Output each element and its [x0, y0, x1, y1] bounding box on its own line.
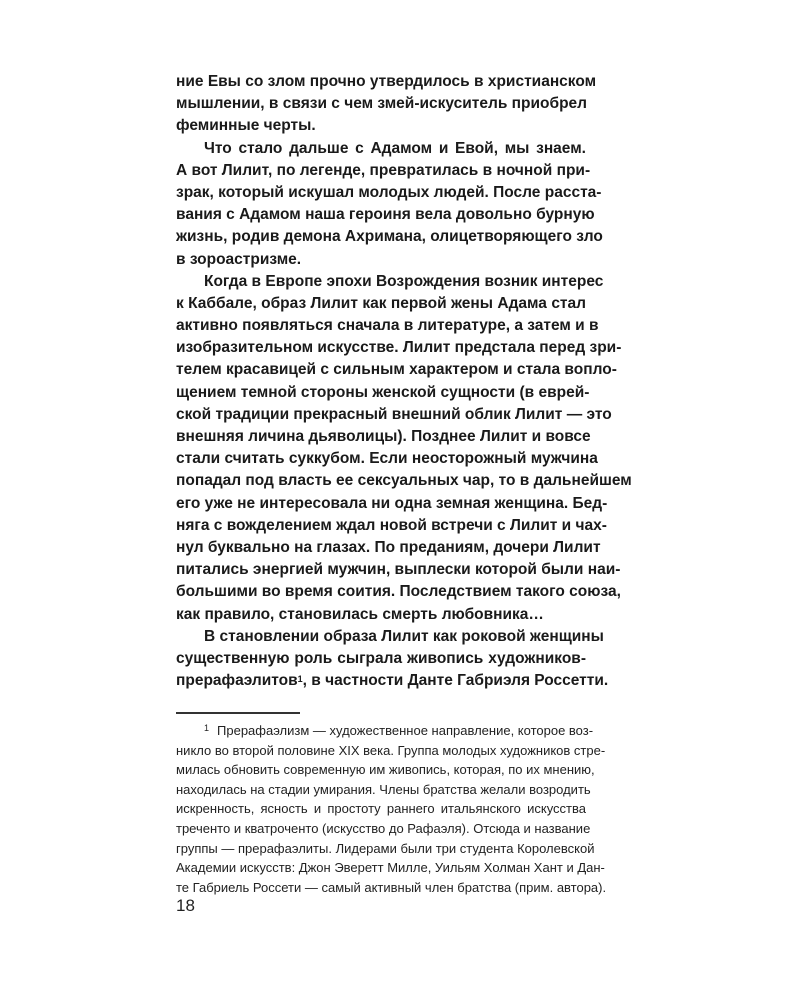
- text-line: активно появляться сначала в литературе, а затем и в: [176, 317, 599, 335]
- text-line: ской традиции прекрасный внешний облик Лилит — это: [176, 405, 612, 423]
- text-line: Что стало дальше с Адамом и Евой, мы знаем.: [204, 139, 586, 157]
- text-line: к Каббале, образ Лилит как первой жены Адама стал: [176, 294, 586, 312]
- footnote-text: Прерафаэлизм — художественное направление, которое воз-: [217, 723, 594, 738]
- footnote-divider: [176, 712, 300, 714]
- page-number: 18: [176, 896, 195, 915]
- footnote-line: [176, 721, 594, 741]
- footnote-marker: 1: [204, 723, 210, 733]
- text-line: телем красавицей с сильным характером и стала вопло-: [176, 361, 617, 379]
- text-line: большими во время соития. Последствием такого союза,: [176, 583, 621, 601]
- footnote: [176, 721, 607, 897]
- text-line: жизнь, родив демона Ахримана, олицетворяющего зло: [176, 228, 603, 246]
- text-line: внешняя личина дьяволицы). Позднее Лилит и вовсе: [176, 428, 591, 445]
- footnote-line: искренность, ясность и простоту раннего итальянского искусства: [176, 801, 586, 817]
- footnote-line: никло во второй половине XIX века. Группа молодых художников стре-: [176, 742, 606, 758]
- text-fragment: прерафаэлитов: [176, 672, 298, 690]
- text-line: нул буквально на глазах. По преданиям, дочери Лилит: [176, 538, 601, 556]
- text-line: попадал под власть ее сексуальных чар, то в дальнейшем: [176, 472, 632, 490]
- text-line: [176, 670, 609, 692]
- text-line: изобразительном искусстве. Лилит предстала перед зри-: [176, 339, 622, 357]
- text-line: няга с вожделением ждал новой встречи с Лилит и чах-: [176, 516, 607, 534]
- footnote-line: милась обновить современную им живопись, которая, по их мнению,: [176, 762, 595, 778]
- footnote-line: те Габриель Россети — самый активный член братства (прим. автора).: [176, 879, 607, 895]
- footnote-line: группы — прерафаэлиты. Лидерами были три студента Королевской: [176, 840, 595, 856]
- text-line: в зороастризме.: [176, 250, 302, 268]
- text-fragment: , в частности Данте Габриэля Россетти.: [302, 672, 609, 690]
- footnote-reference[interactable]: 1: [297, 674, 303, 685]
- text-line: питались энергией мужчин, выплески которой были наи-: [176, 561, 621, 579]
- text-line: зрак, который искушал молодых людей. После расста-: [176, 183, 602, 201]
- footnote-line: Академии искусств: Джон Эверетт Милле, Уильям Холман Хант и Дан-: [176, 860, 605, 876]
- text-line: как правило, становилась смерть любовника…: [176, 605, 544, 623]
- text-line: В становлении образа Лилит как роковой женщины: [204, 627, 604, 645]
- text-line: феминные черты.: [176, 117, 316, 135]
- footnote-line: треченто и кватроченто (искусство до Рафаэля). Отсюда и название: [176, 820, 591, 836]
- body-text: [176, 71, 632, 692]
- text-line: щением темной стороны женской сущности (в еврей-: [176, 383, 590, 401]
- text-line: Когда в Европе эпохи Возрождения возник интерес: [204, 272, 604, 290]
- text-line: существенную роль сыграла живопись художников-: [176, 649, 586, 667]
- footnote-line: находилась на стадии умирания. Члены братства желали возродить: [176, 781, 591, 797]
- text-line: вания с Адамом наша героиня вела довольно бурную: [176, 206, 595, 224]
- text-line: стали считать суккубом. Если неосторожный мужчина: [176, 450, 598, 468]
- text-line: А вот Лилит, по легенде, превратилась в ночной при-: [176, 161, 591, 179]
- text-line: его уже не интересовала ни одна земная женщина. Бед-: [176, 494, 608, 512]
- text-line: мышлении, в связи с чем змей-искуситель приобрел: [176, 95, 588, 113]
- text-line: ние Евы со злом прочно утвердилось в христианском: [176, 73, 597, 90]
